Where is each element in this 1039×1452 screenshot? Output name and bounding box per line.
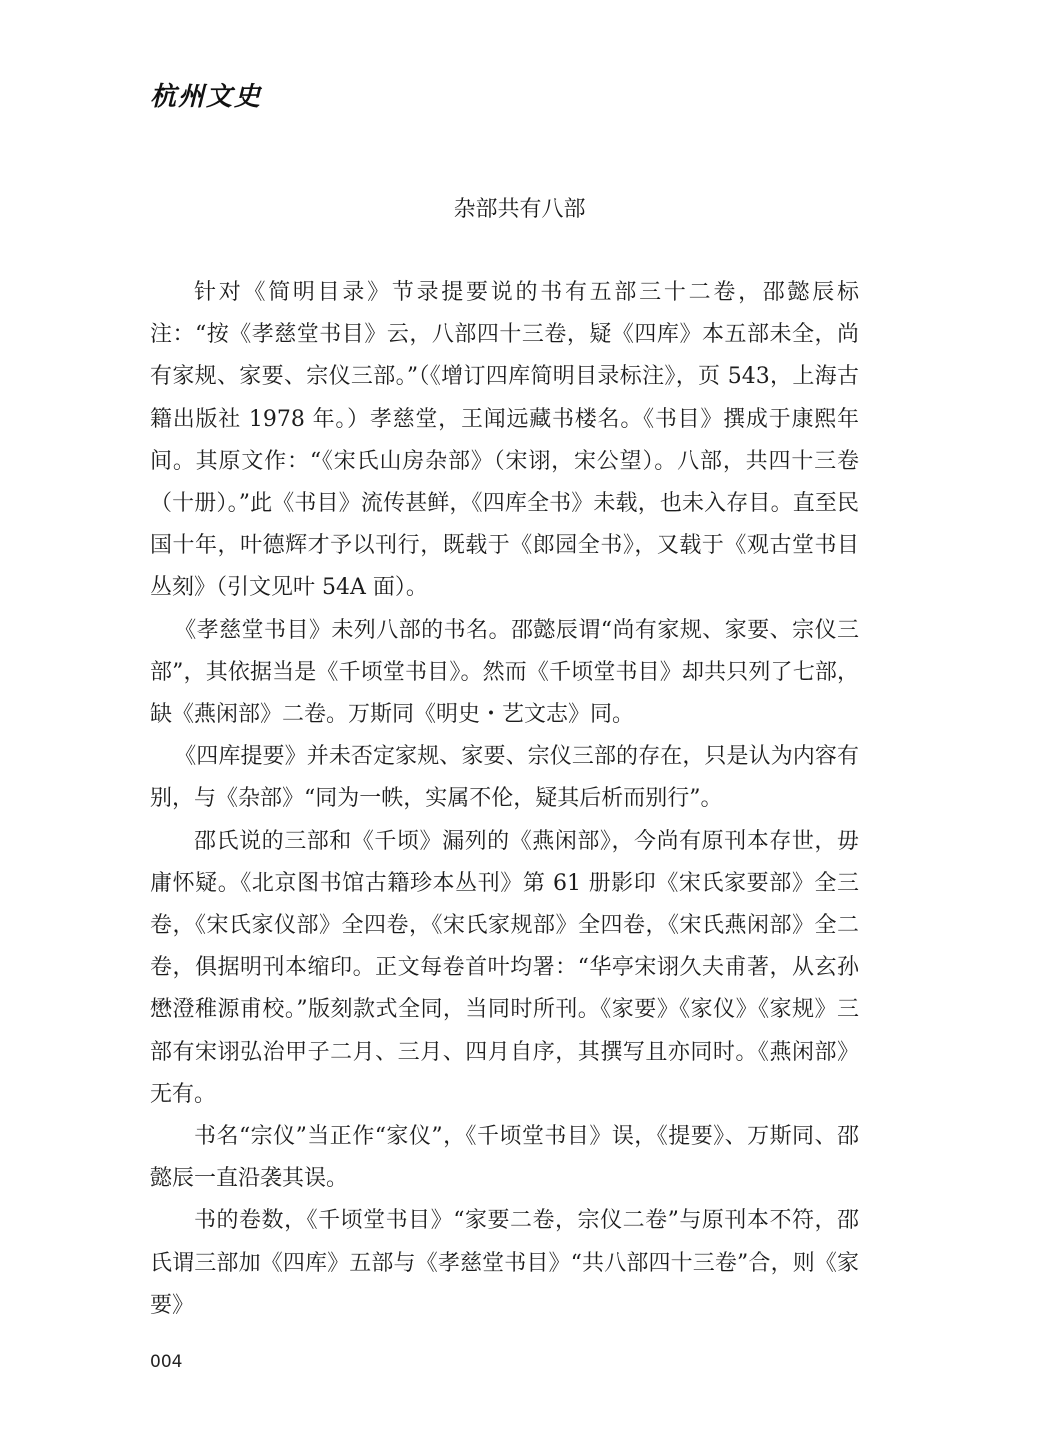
paragraph: 针对《简明目录》节录提要说的书有五部三十二卷，邵懿辰标注：“按《孝慈堂书目》云，八部四十三卷，疑《四库》本五部未全，尚有家规、家要、宗仪三部。”（《增订四库简明目录标注》，页 543，上海古籍出版社 1978 年。）孝慈堂，王闻远藏书楼名。《书目》撰成于康熙年间。其原文作：“《宋氏山房杂部》（宋诩，宋公望）。八部，共四十三卷（十册）。”此《书目》流传甚鲜，《四库全书》未载，也未入存目。直至民国十年，叶德辉才予以刊行，既载于《郎园全书》，又载于《观古堂书目丛刻》（引文见叶 54A 面）。	[150, 280, 859, 601]
page-number: 004	[150, 1352, 183, 1372]
paragraph: 书的卷数，《千顷堂书目》“家要二卷，宗仪二卷”与原刊本不符，邵氏谓三部加《四库》五部与《孝慈堂书目》“共八部四十三卷”合，则《家要》	[150, 1208, 859, 1318]
paragraph: 书名“宗仪”当正作“家仪”，《千顷堂书目》误，《提要》、万斯同、邵懿辰一直沿袭其误。	[150, 1124, 859, 1192]
paragraph: 邵氏说的三部和《千顷》漏列的《燕闲部》，今尚有原刊本存世，毋庸怀疑。《北京图书馆古籍珍本丛刊》第 61 册影印《宋氏家要部》全三卷，《宋氏家仪部》全四卷，《宋氏家规部》全四卷，《宋氏燕闲部》全二卷，俱据明刊本缩印。正文每卷首叶均署：“华亭宋诩久夫甫著，从玄孙懋澄稚源甫校。”版刻款式全同，当同时所刊。《家要》《家仪》《家规》三部有宋诩弘治甲子二月、三月、四月自序，其撰写且亦同时。《燕闲部》无有。	[150, 828, 859, 1107]
section-title: 杂部共有八部	[453, 197, 586, 222]
paragraph: 《孝慈堂书目》未列八部的书名。邵懿辰谓“尚有家规、家要、宗仪三部”，其依据当是《千顷堂书目》。然而《千顷堂书目》却共只列了七部，缺《燕闲部》二卷。万斯同《明史・艺文志》同。	[150, 617, 859, 728]
running-header: 杭州文史	[150, 82, 263, 112]
body-text	[150, 272, 859, 1327]
paragraph: 《四库提要》并未否定家规、家要、宗仪三部的存在，只是认为内容有别，与《杂部》“同为一帙，实属不伦，疑其后析而别行”。	[150, 744, 859, 812]
